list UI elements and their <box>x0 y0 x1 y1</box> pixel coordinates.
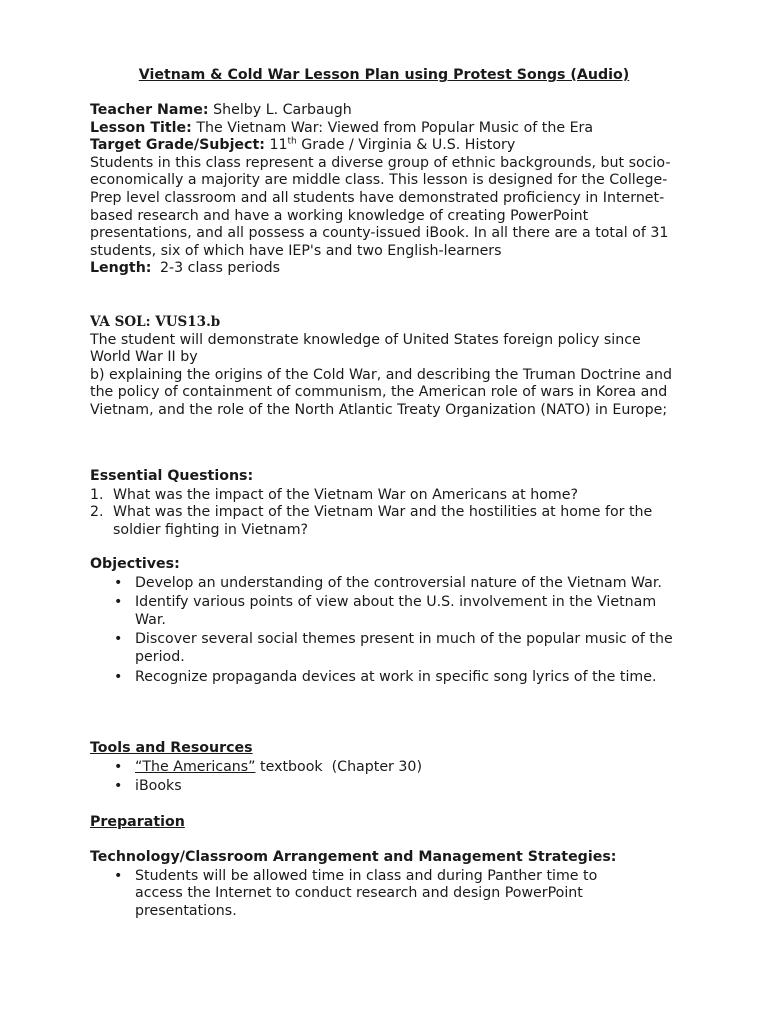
length-label: Length: <box>90 260 152 277</box>
list-item <box>90 631 682 666</box>
list-item <box>90 575 682 593</box>
teacher-name-line <box>90 102 690 120</box>
teacher-name-value: Shelby L. Carbaugh <box>213 102 352 118</box>
essential-questions-list <box>90 487 680 540</box>
bullet-icon: • <box>114 778 123 795</box>
list-item <box>90 669 682 687</box>
ibooks-text: iBooks <box>135 778 182 795</box>
document-title: Vietnam & Cold War Lesson Plan using Protest Songs (Audio) <box>138 67 630 83</box>
textbook-link[interactable]: “The Americans” <box>135 758 256 775</box>
technology-heading: Technology/Classroom Arrangement and Management Strategies: <box>90 849 617 865</box>
grade-number: 11 <box>269 137 288 154</box>
list-item <box>90 594 682 629</box>
essential-questions-section <box>90 468 680 539</box>
grade-superscript: th <box>287 136 297 147</box>
list-item <box>90 868 620 921</box>
tools-section <box>90 740 690 798</box>
grade-subject: Grade / Virginia & U.S. History <box>301 137 516 154</box>
technology-section <box>90 849 680 922</box>
tools-list <box>90 759 690 796</box>
bullet-icon: • <box>114 631 123 648</box>
length-line <box>90 260 690 278</box>
sol-section <box>90 314 680 420</box>
lesson-title-value: The Vietnam War: Viewed from Popular Music of the Era <box>196 119 594 136</box>
tools-heading: Tools and Resources <box>90 740 253 756</box>
essential-questions-heading: Essential Questions: <box>90 468 254 484</box>
question-text: What was the impact of the Vietnam War on Americans at home? <box>113 486 579 503</box>
list-item <box>90 778 690 796</box>
list-number: 1. <box>90 486 104 503</box>
teacher-name-label: Teacher Name: <box>90 102 209 118</box>
objective-text: Recognize propaganda devices at work in specific song lyrics of the time. <box>135 668 657 685</box>
list-item <box>90 759 690 777</box>
preparation-heading: Preparation <box>90 814 185 830</box>
objective-text: Identify various points of view about the U.S. involvement in the Vietnam War. <box>135 594 657 628</box>
list-item <box>90 504 680 539</box>
list-item <box>90 487 680 505</box>
class-description: Students in this class represent a diverse group of ethnic backgrounds, but socio-economically a majority are middle class. This lesson is designed for the College-Prep level classroom and all students have demonstrated proficiency in Internet-based research and have a working knowledge of creating PowerPoint presentations, and all possess a county-issued iBook. In all there are a total of 31 students, six of which have IEP's and two English-learners <box>90 154 671 259</box>
target-grade-label: Target Grade/Subject: <box>90 137 265 154</box>
question-text: What was the impact of the Vietnam War and the hostilities at home for the soldier fighting in Vietnam? <box>113 504 653 538</box>
list-number: 2. <box>90 504 104 521</box>
objective-text: Discover several social themes present in much of the popular music of the period. <box>135 631 673 665</box>
lesson-title-line <box>90 120 690 138</box>
sol-text-intro: The student will demonstrate knowledge of United States foreign policy since World War II by <box>90 331 641 366</box>
bullet-icon: • <box>114 594 123 611</box>
textbook-detail: textbook (Chapter 30) <box>255 758 422 775</box>
bullet-icon: • <box>114 758 123 775</box>
sol-heading: VA SOL: VUS13.b <box>90 314 221 330</box>
lesson-meta <box>90 102 690 278</box>
bullet-icon: • <box>114 867 123 884</box>
lesson-title-label: Lesson Title: <box>90 119 192 136</box>
sol-text-b: b) explaining the origins of the Cold War, and describing the Truman Doctrine and the policy of containment of communism, the American role of wars in Korea and Vietnam, and the role of the North Atlantic Treaty Organization (NATO) in Europe; <box>90 366 672 418</box>
technology-list <box>90 868 620 921</box>
objectives-heading: Objectives: <box>90 556 180 572</box>
objective-text: Develop an understanding of the controversial nature of the Vietnam War. <box>135 574 662 591</box>
objectives-list <box>90 575 682 687</box>
bullet-icon: • <box>114 668 123 685</box>
objectives-section <box>90 556 682 688</box>
target-grade-line <box>90 137 690 155</box>
technology-text: Students will be allowed time in class and during Panther time to access the Internet to conduct research and design PowerPoint presentations. <box>135 867 598 919</box>
length-value: 2-3 class periods <box>160 260 280 277</box>
bullet-icon: • <box>114 574 123 591</box>
